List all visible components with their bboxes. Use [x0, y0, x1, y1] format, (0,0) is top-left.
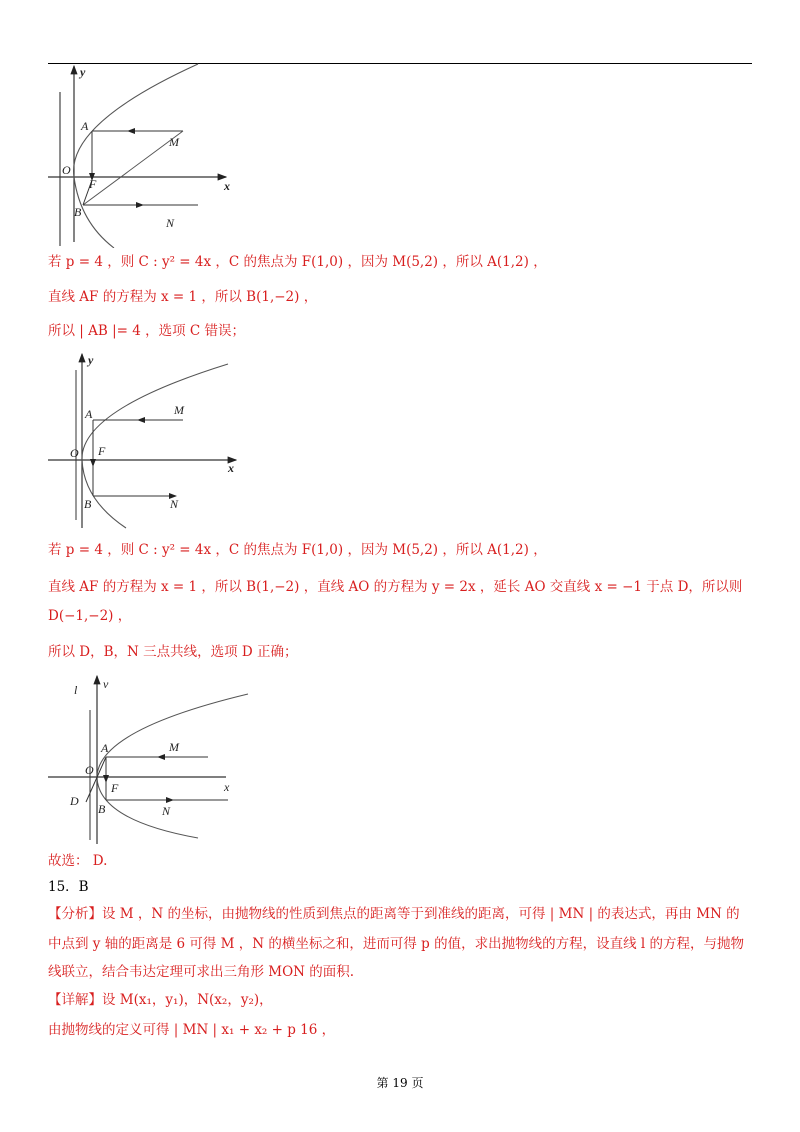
label-O: O [62, 163, 71, 177]
label-x: x [224, 780, 230, 794]
label-N: N [166, 216, 175, 230]
segment-BM [83, 131, 183, 205]
label-A: A [85, 407, 93, 421]
text-line-9: 15．B [48, 879, 89, 895]
page-footer: 第 19 页 [376, 1076, 424, 1090]
figure-1 [48, 62, 248, 248]
label-y: y [88, 353, 94, 367]
figure-3 [48, 670, 258, 848]
label-M: M [174, 403, 184, 417]
label-O: O [85, 763, 94, 777]
text-line-7: 所以 D，B，N 三点共线，选项 D 正确； [48, 644, 298, 660]
label-A: A [81, 119, 89, 133]
text-line-6: D(−1,−2) ， [48, 608, 132, 624]
parabola [97, 694, 248, 838]
label-y: y [80, 65, 86, 79]
label-O: O [70, 446, 79, 460]
label-y: v [103, 677, 109, 691]
label-N: N [170, 497, 179, 511]
text-line-5: 直线 AF 的方程为 x = 1 ，所以 B(1,−2) ，直线 AO 的方程为 y = 2x ，延长 AO 交直线 x = −1 于点 D，所以则 [48, 579, 743, 595]
label-M: M [169, 135, 179, 149]
text-line-4: 若 p = 4 ，则 C : y² = 4x ，C 的焦点为 F(1,0) ，因为 M(5,2) ，所以 A(1,2) ， [48, 542, 547, 558]
label-M: M [169, 740, 179, 754]
label-B: B [98, 802, 106, 816]
text-line-1: 若 p = 4 ，则 C : y² = 4x ，C 的焦点为 F(1,0) ，因为 M(5,2) ，所以 A(1,2) ， [48, 254, 547, 270]
text-line-11: 中点到 y 轴的距离是 6 可得 M ，N 的横坐标之和，进而可得 p 的值，求出抛物线的方程，设直线 l 的方程，与抛物 [48, 936, 745, 952]
text-line-13: 【详解】设 M(x₁，y₁)，N(x₂，y₂)， [48, 992, 273, 1008]
label-F: F [98, 444, 106, 458]
label-N: N [162, 804, 171, 818]
label-x: x [228, 461, 234, 475]
label-B: B [84, 497, 92, 511]
label-A: A [101, 741, 109, 755]
text-line-8: 故选： D. [48, 853, 108, 869]
text-line-10: 【分析】设 M ，N 的坐标，由抛物线的性质到焦点的距离等于到准线的距离，可得 | MN | 的表达式，再由 MN 的 [48, 906, 740, 922]
label-B: B [74, 205, 82, 219]
label-F: F [111, 781, 119, 795]
text-line-14: 由抛物线的定义可得 | MN | x₁ + x₂ + p 16 ， [48, 1022, 336, 1038]
text-line-12: 线联立，结合韦达定理可求出三角形 MON 的面积. [48, 964, 355, 980]
label-x: x [224, 179, 230, 193]
figure-2 [48, 350, 248, 532]
text-line-3: 所以 | AB |= 4 ，选项 C 错误； [48, 323, 246, 339]
label-l: l [74, 683, 78, 697]
label-D: D [70, 794, 79, 808]
label-F: F [89, 177, 97, 191]
text-line-2: 直线 AF 的方程为 x = 1 ，所以 B(1,−2) ， [48, 289, 318, 305]
